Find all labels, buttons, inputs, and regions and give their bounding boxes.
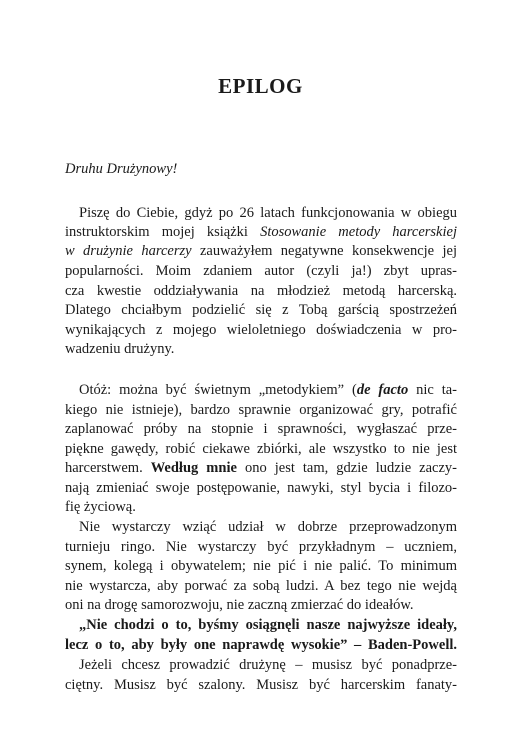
chapter-title: EPILOG (218, 74, 303, 98)
text-line: nają zmieniać swoje postępowanie, nawyki, styl bycia i filozo- (65, 480, 457, 496)
text-line (65, 223, 457, 242)
text-line: Dlatego chciałbym podzielić się z Tobą garścią spostrzeżeń (65, 302, 457, 318)
text-line: Piszę do Ciebie, gdyż po 26 latach funkcjonowania w obiegu (79, 205, 457, 221)
text-span: harcerstwem. (65, 460, 151, 476)
text-line: oni na drogę samorozwoju, nie zaczną zmierzać do ideałów. (65, 597, 414, 613)
text-line: kiego nie istnieje), bardzo sprawnie organizować gry, potrafić (65, 402, 457, 418)
quote-line: lecz o to, aby były one naprawdę wysokie” – Baden-Powell. (65, 637, 457, 653)
text-span: zauważyłem negatywne konsekwencje jej (191, 243, 457, 259)
text-span: ono jest tam, gdzie ludzie zaczy- (236, 460, 458, 476)
text-line: synem, kolegą i obywatelem; nie pić i nie palić. To minimum (65, 558, 457, 574)
text-line (65, 242, 457, 261)
text-line: fię życiową. (65, 499, 136, 515)
text-line: nie wystarcza, aby porwać za sobą ludzi. A bez tego nie wejdą (65, 578, 457, 594)
text-line: zaplanować próby na stopnie i sprawności, wygłaszać prze- (65, 421, 457, 437)
bold-phrase: Według mnie (150, 460, 237, 476)
text-line: piękne gawędy, robić ciekawe zbiórki, ale wszystko to nie jest (65, 441, 457, 457)
text-line: Jeżeli chcesz prowadzić drużynę – musisz być ponadprze- (79, 657, 457, 673)
salutation: Druhu Drużynowy! (65, 161, 178, 177)
italic-term: de facto (356, 382, 409, 398)
text-line: Nie wystarczy wziąć udział w dobrze przeprowadzonym (79, 519, 457, 535)
book-title-italic: w drużynie harcerzy (65, 243, 192, 259)
text-line: popularności. Moim zdaniem autor (czyli ja!) zbyt upras- (65, 263, 457, 279)
text-span: instruktorskim mojej książki (65, 224, 261, 240)
text-line: wynikających z mojego wieloletniego doświadczenia w pro- (65, 322, 457, 338)
quote-line: „Nie chodzi o to, byśmy osiągnęli nasze najwyższe ideały, (79, 617, 457, 633)
book-title-italic: Stosowanie metody harcerskiej (260, 224, 457, 240)
text-line: cza kwestie oddziaływania na młodzież metodą harcerską. (65, 283, 457, 299)
text-line (65, 381, 457, 400)
text-line (65, 459, 457, 478)
text-line: turnieju ringo. Nie wystarczy być przykładnym – uczniem, (65, 539, 457, 555)
text-span: Otóż: można być świetnym „metodykiem” ( (79, 382, 357, 398)
text-span: nic ta- (408, 382, 457, 398)
text-line: ciętny. Musisz być szalony. Musisz być harcerskim fanaty- (65, 677, 457, 693)
text-line: wadzeniu drużyny. (65, 341, 175, 357)
